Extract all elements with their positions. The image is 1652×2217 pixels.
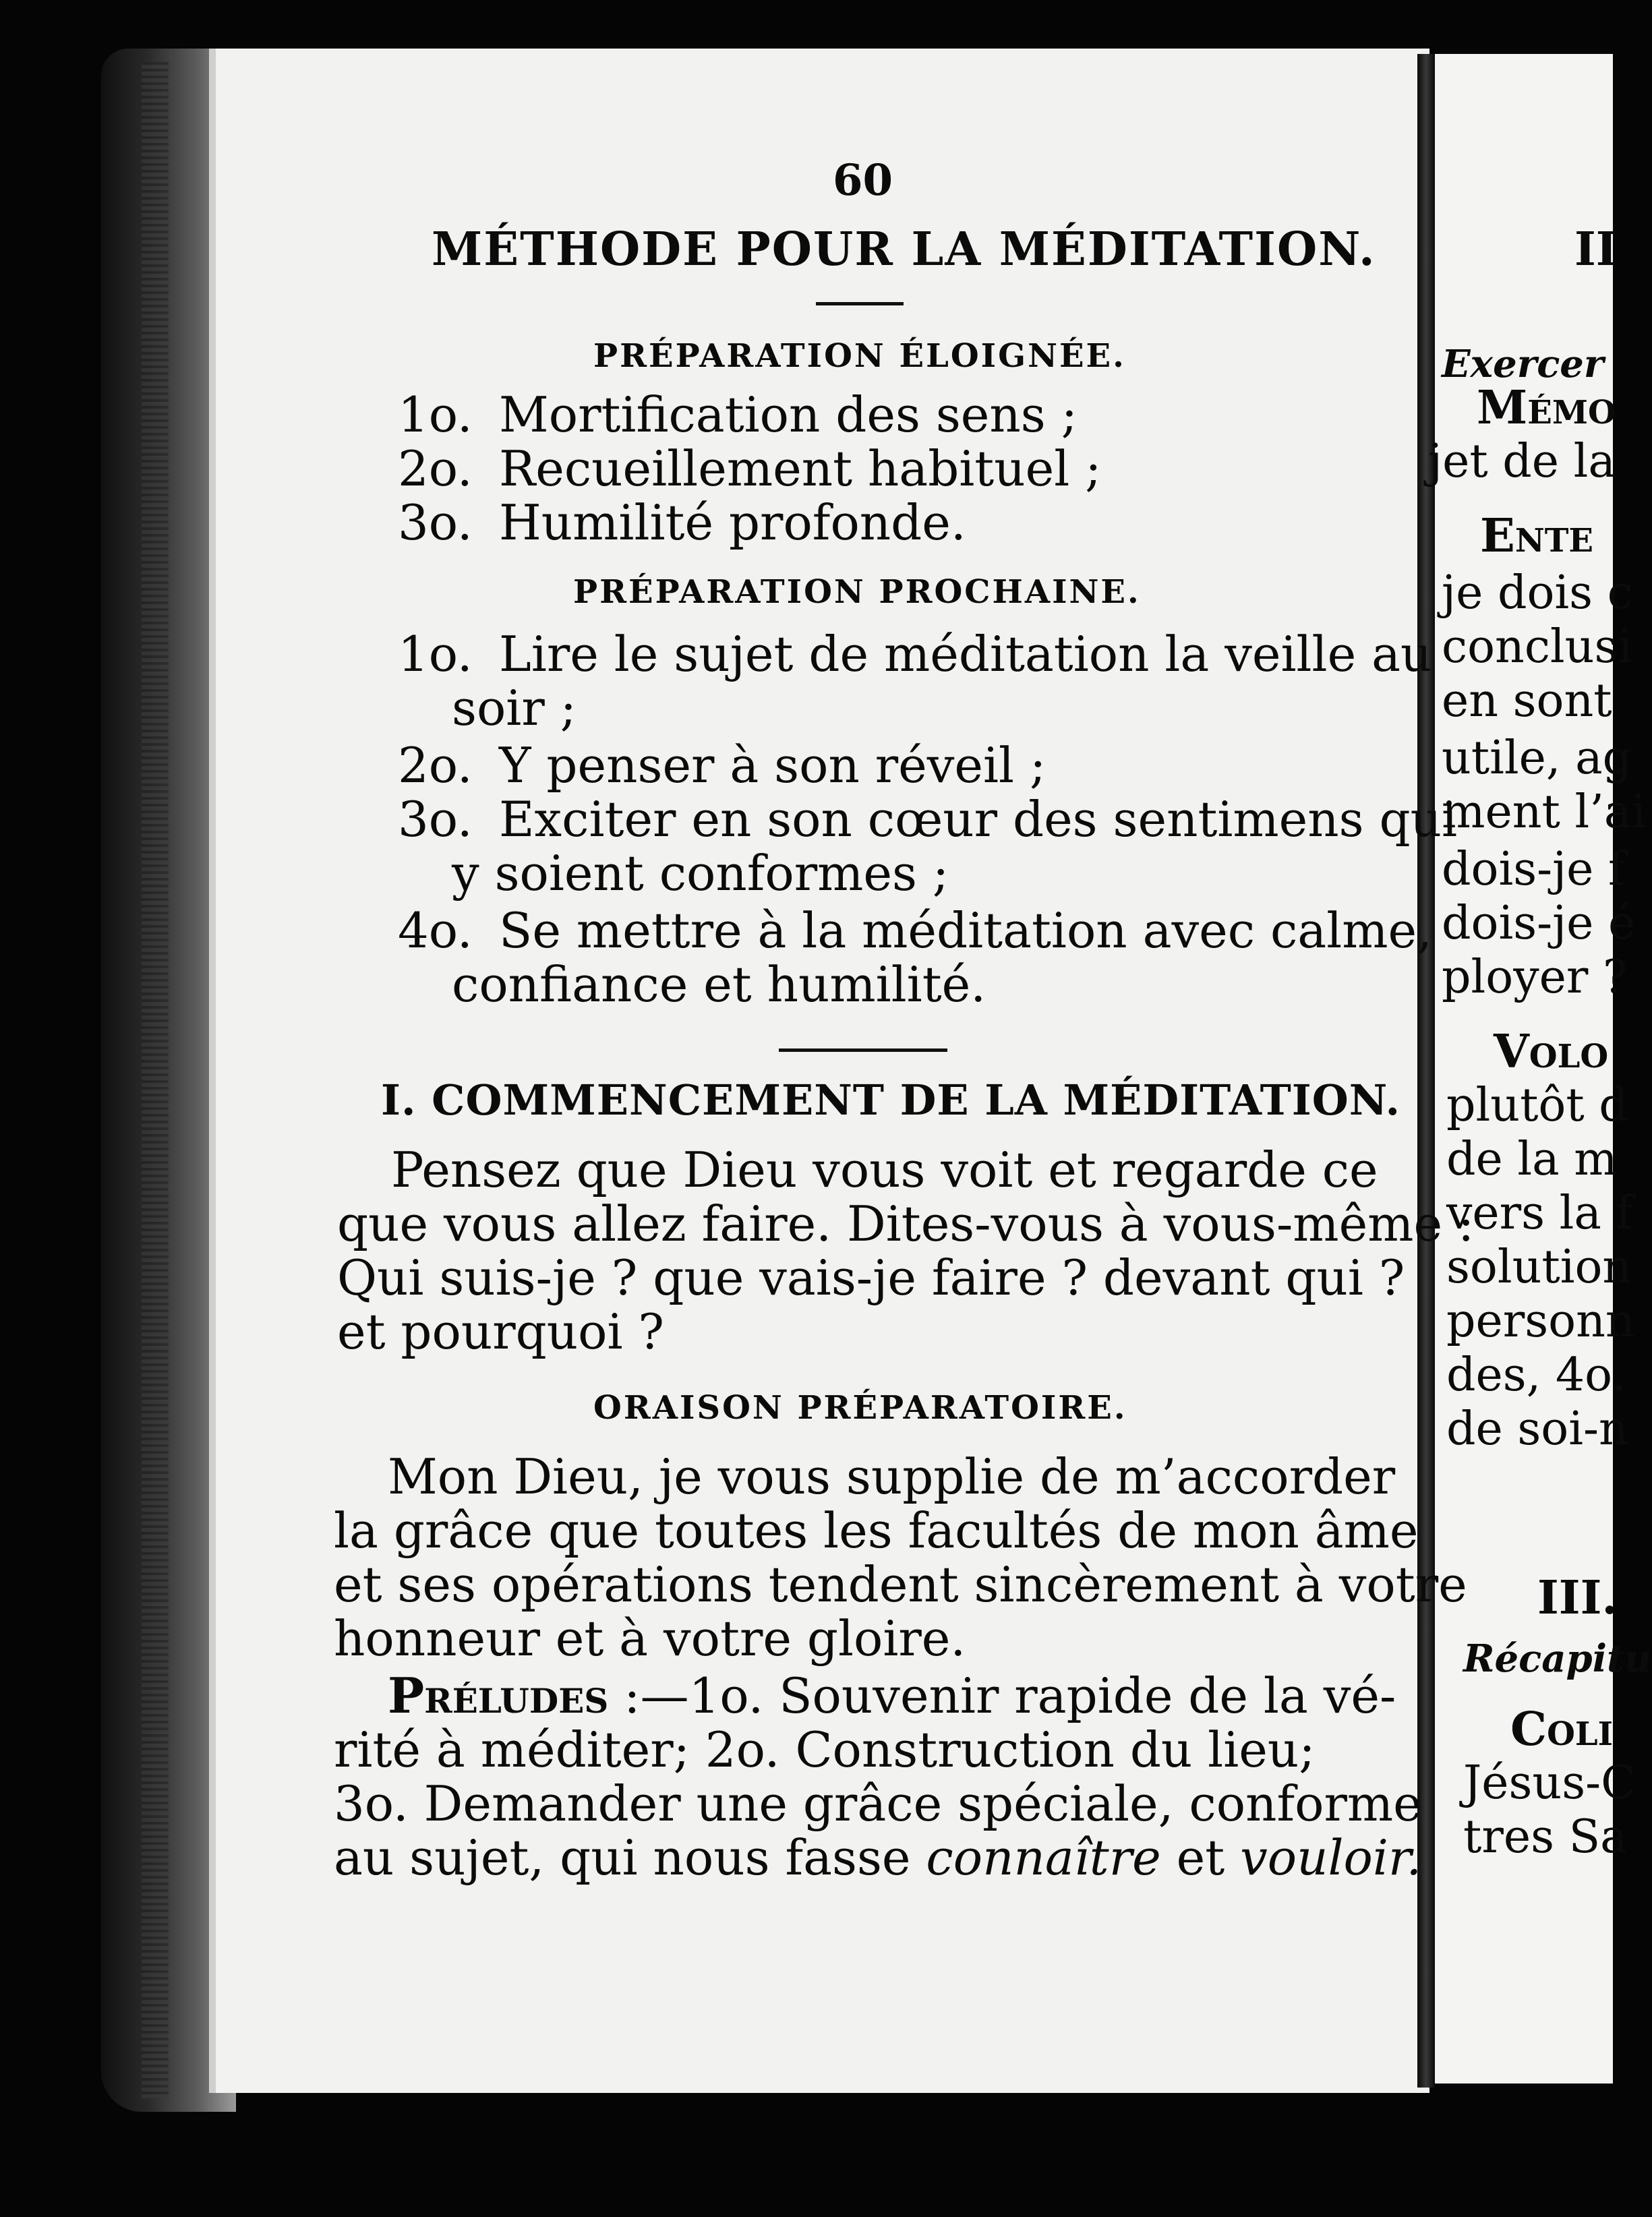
right-line: personn (1446, 1295, 1635, 1348)
right-line: de la m (1446, 1133, 1618, 1186)
item-number: 4o. (398, 902, 473, 959)
item-text: Se mettre à la méditation avec calme, (499, 902, 1433, 959)
page-number: 60 (833, 155, 893, 206)
italic-word: vouloir. (1240, 1829, 1422, 1886)
heading-prayer: ORAISON PRÉPARATOIRE. (593, 1389, 1127, 1427)
list-item (398, 496, 966, 550)
preludes-line: 3o. Demander une grâce spéciale, conforme (334, 1775, 1422, 1832)
section-rule (779, 1048, 947, 1052)
right-line: conclusi (1442, 620, 1633, 674)
right-line: dois-je é (1442, 897, 1636, 950)
item-text: Mortification des sens ; (499, 386, 1078, 443)
prayer-line: Mon Dieu, je vous supplie de m’accorder (388, 1448, 1396, 1505)
heading-near-preparation: PRÉPARATION PROCHAINE. (573, 573, 1141, 611)
preludes-text: :—1o. Souvenir rapide de la vé- (608, 1667, 1396, 1724)
para-line: que vous allez faire. Dites-vous à vous-même : (337, 1195, 1475, 1252)
right-line: III. (1537, 1571, 1618, 1625)
item-number: 2o. (398, 440, 473, 497)
right-line: dois-je f (1442, 843, 1626, 896)
right-line: plutôt d (1446, 1079, 1628, 1132)
right-line: Récapitu (1463, 1636, 1652, 1681)
right-line: utile, ag (1442, 732, 1632, 785)
item-number: 3o. (398, 791, 473, 848)
right-line: de soi-n (1446, 1402, 1628, 1456)
preludes-line (334, 1831, 1421, 1885)
preludes-label: Préludes (388, 1667, 609, 1724)
right-line: ment l’ai (1442, 786, 1647, 839)
right-line: en sont (1442, 674, 1612, 728)
italic-word: connaître (926, 1829, 1161, 1886)
list-item (398, 627, 1432, 681)
prayer-line: la grâce que toutes les facultés de mon âme (334, 1502, 1419, 1559)
para-line: et pourquoi ? (337, 1303, 664, 1360)
running-head: MÉTHODE POUR LA MÉDITATION. (432, 223, 1376, 276)
item-number: 2o. (398, 737, 473, 794)
right-line: je dois c (1442, 566, 1633, 620)
item-text: Recueillement habituel ; (499, 440, 1102, 497)
right-line: ployer ? (1442, 951, 1628, 1004)
list-item (398, 738, 1046, 792)
right-line: II (1574, 223, 1618, 276)
right-line: Exercer (1442, 342, 1604, 386)
preludes-text: au sujet, qui nous fasse (334, 1829, 926, 1886)
para-line: Pensez que Dieu vous voit et regarde ce (391, 1142, 1378, 1198)
item-text: Y penser à son réveil ; (499, 737, 1046, 794)
right-line: vers la f (1446, 1187, 1633, 1240)
right-line: jet de la (1428, 435, 1616, 488)
item-number: 1o. (398, 386, 473, 443)
list-item (398, 792, 1457, 846)
prayer-line: honneur et à votre gloire. (334, 1610, 966, 1667)
item-continuation: y soient conformes ; (452, 845, 949, 901)
item-continuation: soir ; (452, 680, 577, 736)
item-text: Exciter en son cœur des sentimens qui (499, 791, 1457, 848)
item-text: Humilité profonde. (499, 494, 966, 551)
heading-remote-preparation: PRÉPARATION ÉLOIGNÉE. (593, 337, 1126, 375)
list-item (398, 904, 1432, 957)
item-number: 3o. (398, 494, 473, 551)
preludes-text: et (1160, 1829, 1241, 1886)
right-line: solution (1446, 1241, 1632, 1294)
para-line: Qui suis-je ? que vais-je faire ? devant qui ? (337, 1249, 1405, 1306)
right-line: des, 4o. (1446, 1349, 1626, 1402)
item-text: Lire le sujet de méditation la veille au (499, 626, 1432, 682)
prayer-line: et ses opérations tendent sincèrement à votre (334, 1556, 1467, 1613)
list-item (398, 388, 1078, 442)
heading-commencement: I. COMMENCEMENT DE LA MÉDITATION. (381, 1075, 1401, 1125)
right-line: Ente (1480, 509, 1594, 563)
right-line: tres Sa (1463, 1810, 1628, 1864)
right-line: Coli (1510, 1703, 1614, 1756)
item-continuation: confiance et humilité. (452, 956, 986, 1013)
preludes-line: rité à méditer; 2o. Construction du lieu; (334, 1721, 1316, 1778)
item-number: 1o. (398, 626, 473, 682)
list-item (398, 442, 1101, 496)
right-line: Mémo (1477, 381, 1616, 435)
preludes-line (388, 1669, 1396, 1723)
right-line: Volo (1494, 1025, 1609, 1079)
header-rule (816, 302, 904, 305)
right-line: Jésus-C (1463, 1756, 1636, 1810)
